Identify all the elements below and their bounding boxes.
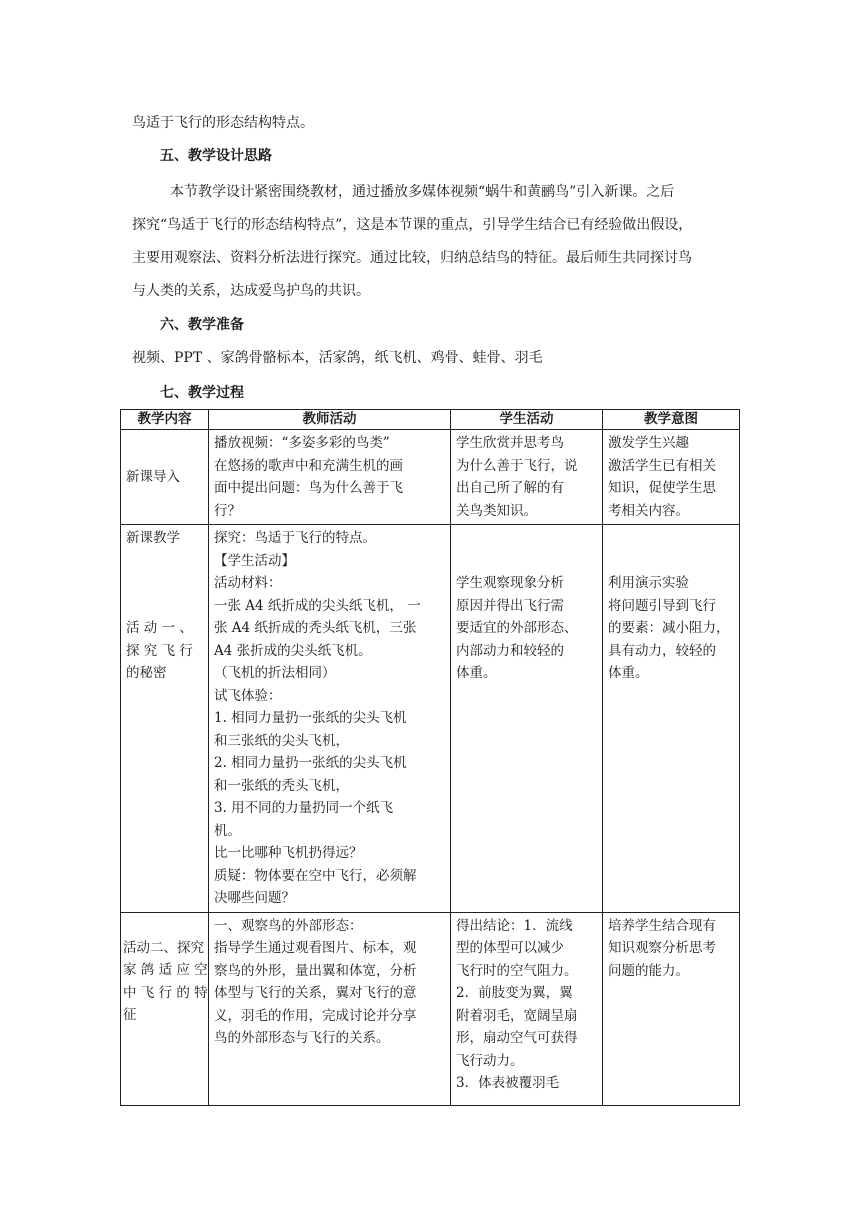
header-teacher: 教师活动	[209, 410, 451, 430]
intro-line: 鸟适于飞行的形态结构特点。	[132, 115, 314, 131]
section-6-heading: 六、教学准备	[160, 317, 244, 333]
row3-intent: 培养学生结合现有 知识观察分析思考 问题的能力。	[603, 912, 740, 1105]
row3-teacher: 一、观察鸟的外部形态： 指导学生通过观看图片、标本，观 察鸟的外形，量出翼和体宽，分析 体型与飞行的关系，翼对飞行的意 义，羽毛的作用，完成讨论并分享 鸟的外部形态与飞行的关系。	[209, 912, 451, 1105]
row3-content: 活动二、探究 家 鸽 适 应 空 中 飞 行 的 特 征	[121, 912, 209, 1105]
section-5-heading: 五、教学设计思路	[160, 148, 272, 164]
section-5-line-3: 主要用观察法、资料分析法进行探究。通过比较，归纳总结鸟的特征。最后师生共同探讨鸟	[132, 250, 692, 266]
row2-teacher: 探究：鸟适于飞行的特点。 【学生活动】 活动材料： 一张 A4 纸折成的尖头纸飞机， 一 张 A4 纸折成的秃头纸飞机，三张 A4 张折成的尖头纸飞机。 （飞机的折法相同） 试飞体验： 1. 相同力量扔一张纸的尖头飞机 和三张纸的尖头飞机， 2. 相同力量扔一张纸的尖头飞机 和一张纸的秃头飞机， 3. 用不同的力量扔同一个纸飞 机。 比一比哪种飞机扔得远？ 质疑：物体要在空中飞行，必须解 决哪些问题？	[209, 525, 451, 913]
teaching-process-table	[120, 409, 740, 1106]
row2-intent: 利用演示实验 将问题引导到飞行 的要素：减小阻力， 具有动力，较轻的 体重。	[603, 525, 740, 913]
row1-intent: 激发学生兴趣 激活学生已有相关 知识，促使学生思 考相关内容。	[603, 430, 740, 525]
header-content: 教学内容	[121, 410, 209, 430]
row1-teacher: 播放视频：“多姿多彩的鸟类” 在悠扬的歌声中和充满生机的画 面中提出问题：鸟为什么善于飞 行？	[209, 430, 451, 525]
section-6-materials: 视频、PPT 、家鸽骨骼标本，活家鸽，纸飞机、鸡骨、蛙骨、羽毛	[132, 350, 543, 366]
section-5-line-1: 本节教学设计紧密围绕教材，通过播放多媒体视频“蜗牛和黄鹂鸟”引入新课。之后	[170, 184, 675, 200]
section-7-heading: 七、教学过程	[160, 385, 244, 401]
row2-student: 学生观察现象分析 原因并得出飞行需 要适宜的外部形态、 内部动力和较轻的 体重。	[451, 525, 603, 913]
table-row	[121, 912, 740, 1105]
header-intent: 教学意图	[603, 410, 740, 430]
row2-content: 新课教学 活 动 一 、 探 究 飞 行 的秘密	[121, 525, 209, 913]
row1-student: 学生欣赏并思考鸟 为什么善于飞行，说 出自己所了解的有 关鸟类知识。	[451, 430, 603, 525]
table-row	[121, 430, 740, 525]
section-5-line-4: 与人类的关系，达成爱鸟护鸟的共识。	[132, 283, 370, 299]
table-row	[121, 525, 740, 913]
row1-content: 新课导入	[121, 430, 209, 525]
section-5-line-2: 探究“鸟适于飞行的形态结构特点”，这是本节课的重点，引导学生结合已有经验做出假设，	[132, 217, 693, 233]
table-header-row	[121, 410, 740, 430]
row3-student: 得出结论：1．流线 型的体型可以减少 飞行时的空气阻力。 2．前肢变为翼，翼 附着羽毛，宽阔呈扇 形，扇动空气可获得 飞行动力。 3．体表被覆羽毛	[451, 912, 603, 1105]
header-student: 学生活动	[451, 410, 603, 430]
